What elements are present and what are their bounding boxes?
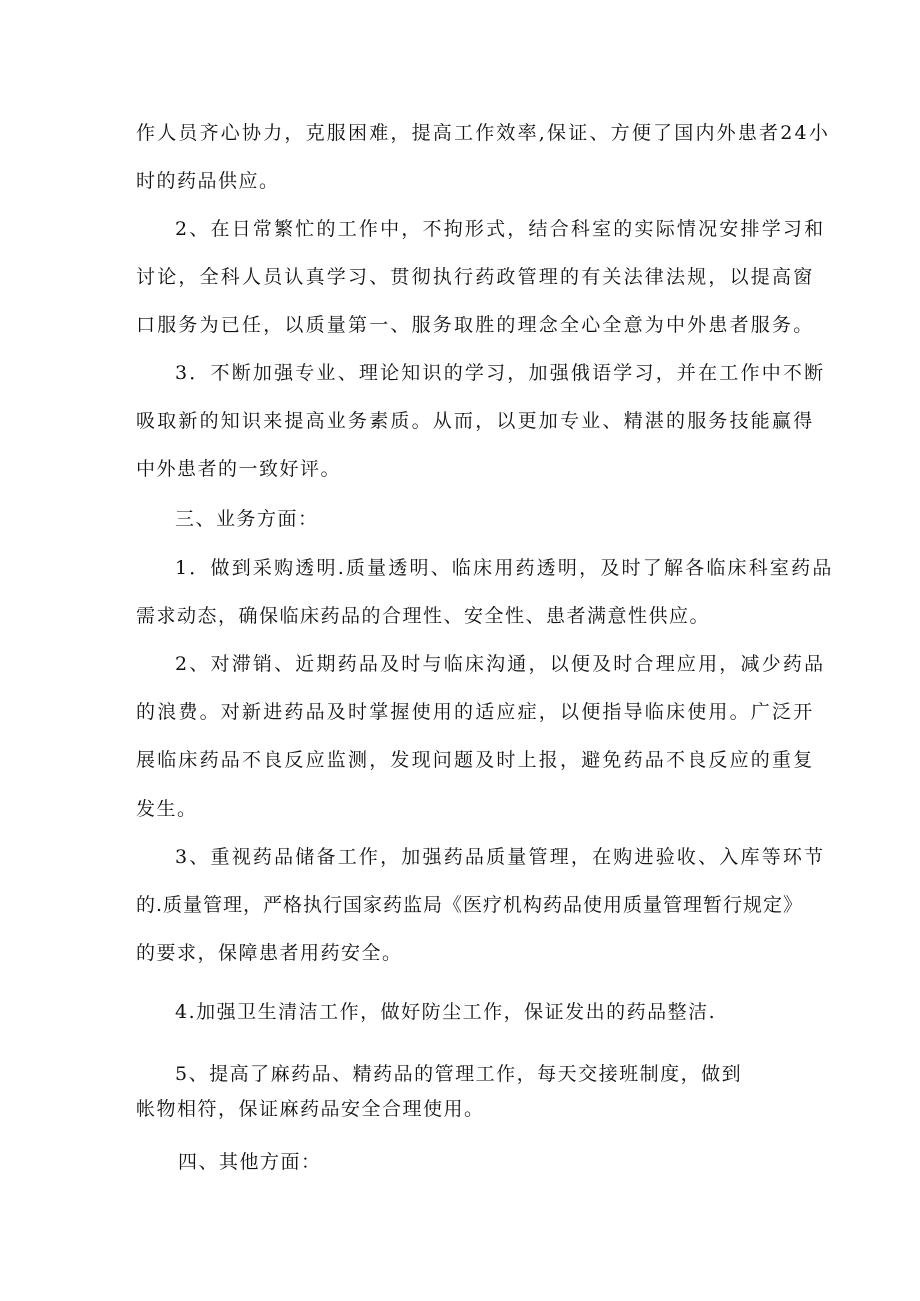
text-line: 4.加强卫生清洁工作，做好防尘工作，保证发出的药品整洁.: [175, 1001, 717, 1023]
text-line: 作人员齐心协力，克服困难，提高工作效率,保证、方便了国内外患者24小: [136, 122, 831, 144]
text-line: 2、对滞销、近期药品及时与临床沟通，以便及时合理应用，减少药品: [175, 653, 826, 675]
section-heading: 三、业务方面：: [175, 508, 319, 530]
text-line: 的要求，保障患者用药安全。: [136, 942, 403, 964]
text-line: 的.质量管理，严格执行国家药监局《医疗机构药品使用质量管理暂行规定》: [136, 894, 804, 916]
text-line: 口服务为已任，以质量第一、服务取胜的理念全心全意为中外患者服务。: [136, 314, 815, 336]
text-line: 1．做到采购透明.质量透明、临床用药透明，及时了解各临床科室药品: [175, 557, 834, 579]
section-heading: 四、其他方面：: [178, 1151, 322, 1173]
text-line: 5、提高了麻药品、精药品的管理工作，每天交接班制度，做到: [175, 1063, 743, 1085]
text-line: 2、在日常繁忙的工作中，不拘形式，结合科室的实际情况安排学习和: [175, 218, 826, 240]
text-line: 3．不断加强专业、理论知识的学习，加强俄语学习，并在工作中不断: [175, 362, 826, 384]
text-line: 帐物相符，保证麻药品安全合理使用。: [136, 1098, 485, 1120]
text-line: 需求动态，确保临床药品的合理性、安全性、患者满意性供应。: [136, 605, 711, 627]
text-line: 展临床药品不良反应监测，发现问题及时上报，避免药品不良反应的重复: [136, 749, 815, 771]
text-line: 讨论，全科人员认真学习、贯彻执行药政管理的有关法律法规，以提高窗: [136, 266, 815, 288]
text-line: 时的药品供应。: [136, 170, 280, 192]
text-line: 中外患者的一致好评。: [136, 458, 342, 480]
text-line: 发生。: [136, 798, 198, 820]
text-line: 3、重视药品储备工作，加强药品质量管理，在购进验收、入库等环节: [175, 846, 826, 868]
text-line: 吸取新的知识来提高业务素质。从而，以更加专业、精湛的服务技能赢得: [136, 410, 815, 432]
text-line: 的浪费。对新进药品及时掌握使用的适应症，以便指导临床使用。广泛开: [136, 701, 815, 723]
